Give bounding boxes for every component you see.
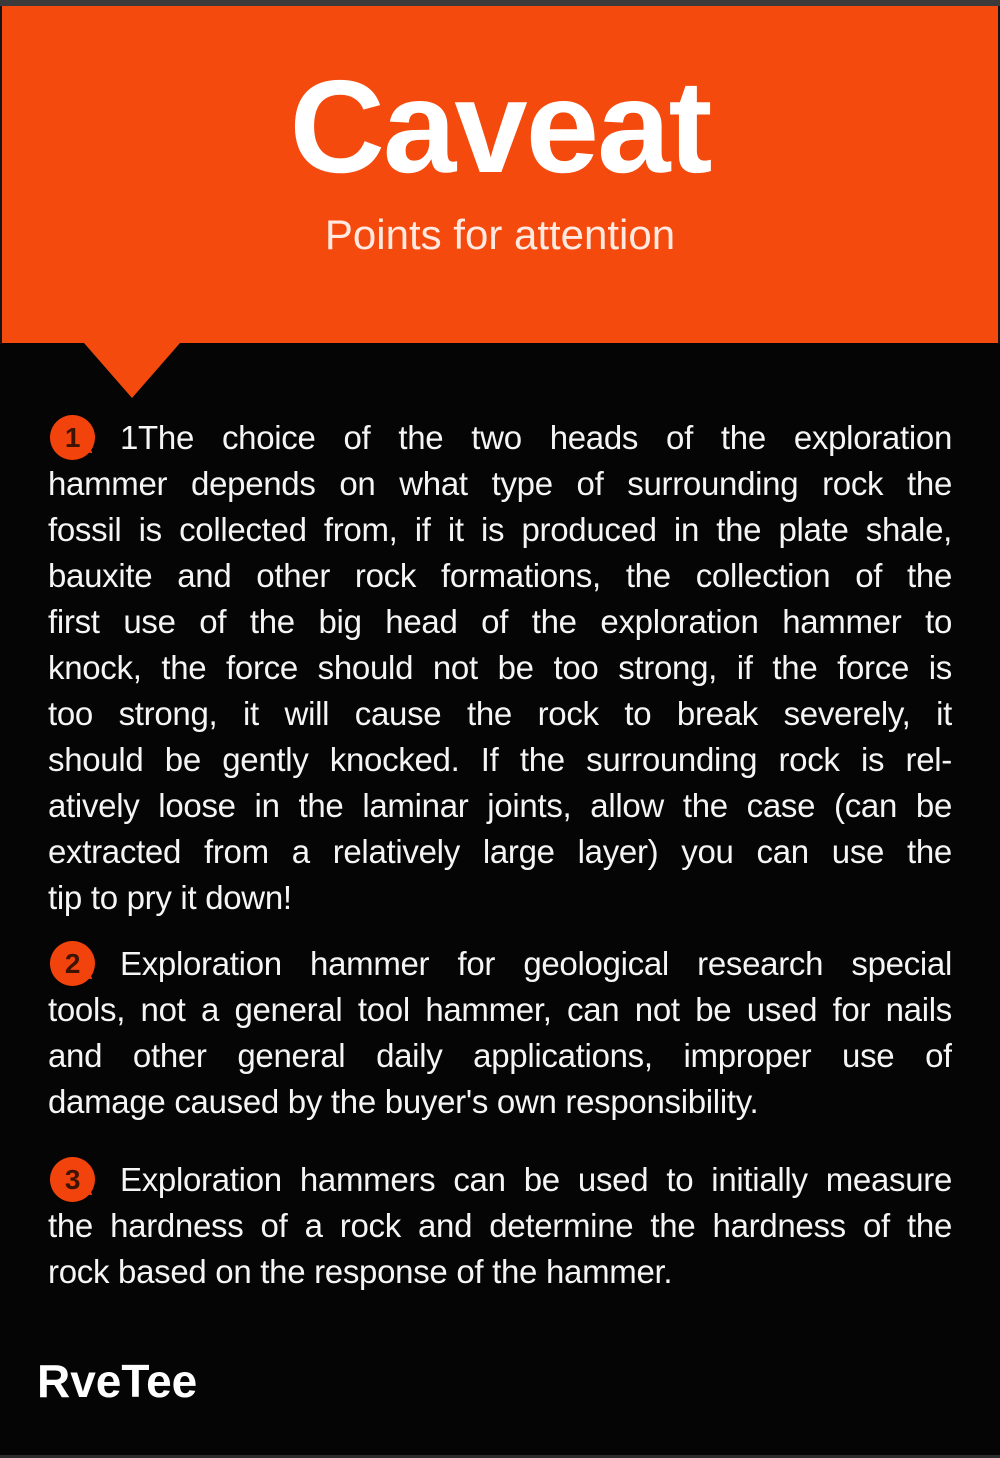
caveat-section-3 [48, 1157, 952, 1295]
caveat-section-2 [48, 941, 952, 1125]
number-2-bubble-icon [50, 941, 95, 986]
caveat-section-1 [48, 415, 952, 921]
number-1-bubble-icon [50, 415, 95, 460]
caveat-header-banner [0, 6, 1000, 343]
text-line: tip to pry it down! [48, 879, 292, 916]
text-line: should be gently knocked. If the surrounding rock is rel- [48, 741, 952, 778]
text-line [48, 1157, 952, 1203]
text-line: fossil is collected from, if it is produced in the plate shale, [48, 511, 952, 548]
text-line: the hardness of a rock and determine the hardness of the [48, 1207, 952, 1244]
text-line: damage caused by the buyer's own responsibility. [48, 1083, 759, 1120]
text-line [48, 415, 952, 461]
bubble-number: 1 [64, 421, 81, 453]
text-line-content: 1The choice of the two heads of the exploration [120, 419, 952, 456]
text-line: and other general daily applications, improper use of [48, 1037, 952, 1074]
text-line: extracted from a relatively large layer) you can use the [48, 833, 952, 870]
text-line: bauxite and other rock formations, the collection of the [48, 557, 952, 594]
text-line: first use of the big head of the exploration hammer to [48, 603, 952, 640]
text-line: atively loose in the laminar joints, allow the case (can be [48, 787, 952, 824]
text-line: rock based on the response of the hammer. [48, 1253, 673, 1290]
bubble-number: 2 [64, 947, 81, 979]
text-line: hammer depends on what type of surrounding rock the [48, 465, 952, 502]
brand-logo: RveTee [37, 1355, 198, 1407]
number-3-bubble-icon [50, 1157, 95, 1202]
text-line: too strong, it will cause the rock to break severely, it [48, 695, 952, 732]
text-line [48, 941, 952, 987]
bubble-number: 3 [64, 1163, 81, 1195]
text-line-content: Exploration hammer for geological research special [120, 945, 952, 982]
page-subtitle: Points for attention [324, 210, 676, 258]
caveat-content [0, 343, 1000, 1295]
text-line-content: Exploration hammers can be used to initially measure [120, 1161, 952, 1198]
text-line: knock, the force should not be too strong, if the force is [48, 649, 952, 686]
text-line: tools, not a general tool hammer, can not be used for nails [48, 991, 952, 1028]
page-title: Caveat [289, 53, 711, 200]
